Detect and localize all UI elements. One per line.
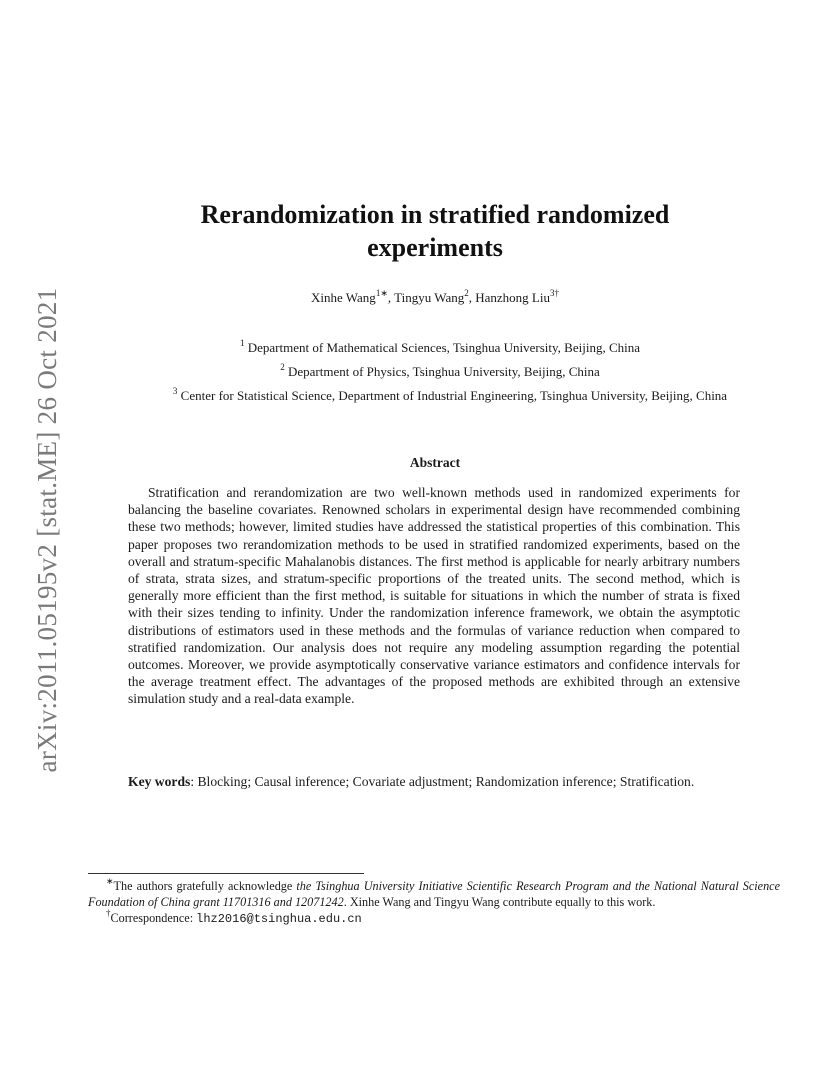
footnote-ack-pre: The authors gratefully acknowledge xyxy=(113,879,297,893)
keywords-text: : Blocking; Causal inference; Covariate adjustment; Randomization inference; Stratification. xyxy=(190,774,695,789)
correspondence-label: Correspondence: xyxy=(110,911,197,925)
affiliation-number: 3 xyxy=(172,386,178,396)
affiliation-1 xyxy=(60,340,820,356)
footnote-correspondence xyxy=(88,910,780,927)
affiliation-text: Center for Statistical Science, Department of Industrial Engineering, Tsinghua University, Beijing, China xyxy=(180,388,728,403)
footnote-acknowledgement xyxy=(88,878,780,910)
abstract-heading: Abstract xyxy=(409,455,461,470)
keywords-label: Key words xyxy=(128,774,191,789)
footnote-mark: † xyxy=(106,908,111,918)
affiliation-2 xyxy=(60,364,820,380)
author-sep: , xyxy=(387,290,395,305)
arxiv-stamp: arXiv:2011.05195v2 [stat.ME] 26 Oct 2021 xyxy=(32,287,62,773)
title-line-2: experiments xyxy=(367,233,503,262)
author-name: Tingyu Wang xyxy=(394,290,465,305)
author-list xyxy=(90,290,780,306)
footnote-mark: ∗ xyxy=(106,876,114,886)
author-name: Xinhe Wang xyxy=(311,290,376,305)
affiliation-number: 1 xyxy=(240,338,245,348)
footnote-ack-post: . Xinhe Wang and Tingyu Wang contribute equally to this work. xyxy=(343,895,656,909)
footnote-ack-funding: the Tsinghua University Initiative Scientific Research Program and the National Natural Science Foundation of China grant 11701316 and 12071242 xyxy=(88,879,780,909)
author-sup: 3† xyxy=(549,288,559,298)
footnote-rule xyxy=(88,873,364,874)
footnotes xyxy=(88,878,780,927)
author-sep: , xyxy=(468,290,476,305)
correspondence-email[interactable]: lhz2016@tsinghua.edu.cn xyxy=(196,912,362,926)
keywords xyxy=(128,773,740,790)
abstract-body: Stratification and rerandomization are two well-known methods used in randomized experiments for balancing the baseline covariates. Renowned scholars in experimental design have recommended combining these two methods; however, limited studies have addressed the statistical properties of this combination. This paper proposes two rerandomization methods to be used in stratified randomized experiments, based on the overall and stratum-specific Mahalanobis distances. The first method is applicable for nearly arbitrary numbers of strata, strata sizes, and stratum-specific proportions of the treated units. The second method, which is generally more efficient than the first method, is suitable for situations in which the number of strata is fixed with their sizes tending to infinity. Under the randomization inference framework, we obtain the asymptotic distributions of estimators used in these methods and the formulas of variance reduction when compared to stratified randomization. Our analysis does not require any modeling assumption regarding the potential outcomes. Moreover, we provide asymptotically conservative variance estimators and confidence intervals for the average treatment effect. The advantages of the proposed methods are exhibited through an extensive simulation study and a real-data example. xyxy=(128,485,740,707)
title-line-1: Rerandomization in stratified randomized xyxy=(200,200,670,229)
affiliation-number: 2 xyxy=(280,362,285,372)
author-sup: 1∗ xyxy=(375,288,388,298)
affiliation-text: Department of Physics, Tsinghua University, Beijing, China xyxy=(287,364,600,379)
author-name: Hanzhong Liu xyxy=(475,290,550,305)
paper-title xyxy=(90,198,780,264)
affiliation-text: Department of Mathematical Sciences, Tsinghua University, Beijing, China xyxy=(247,340,640,355)
affiliation-3 xyxy=(70,388,828,404)
author-sup: 2 xyxy=(464,288,469,298)
